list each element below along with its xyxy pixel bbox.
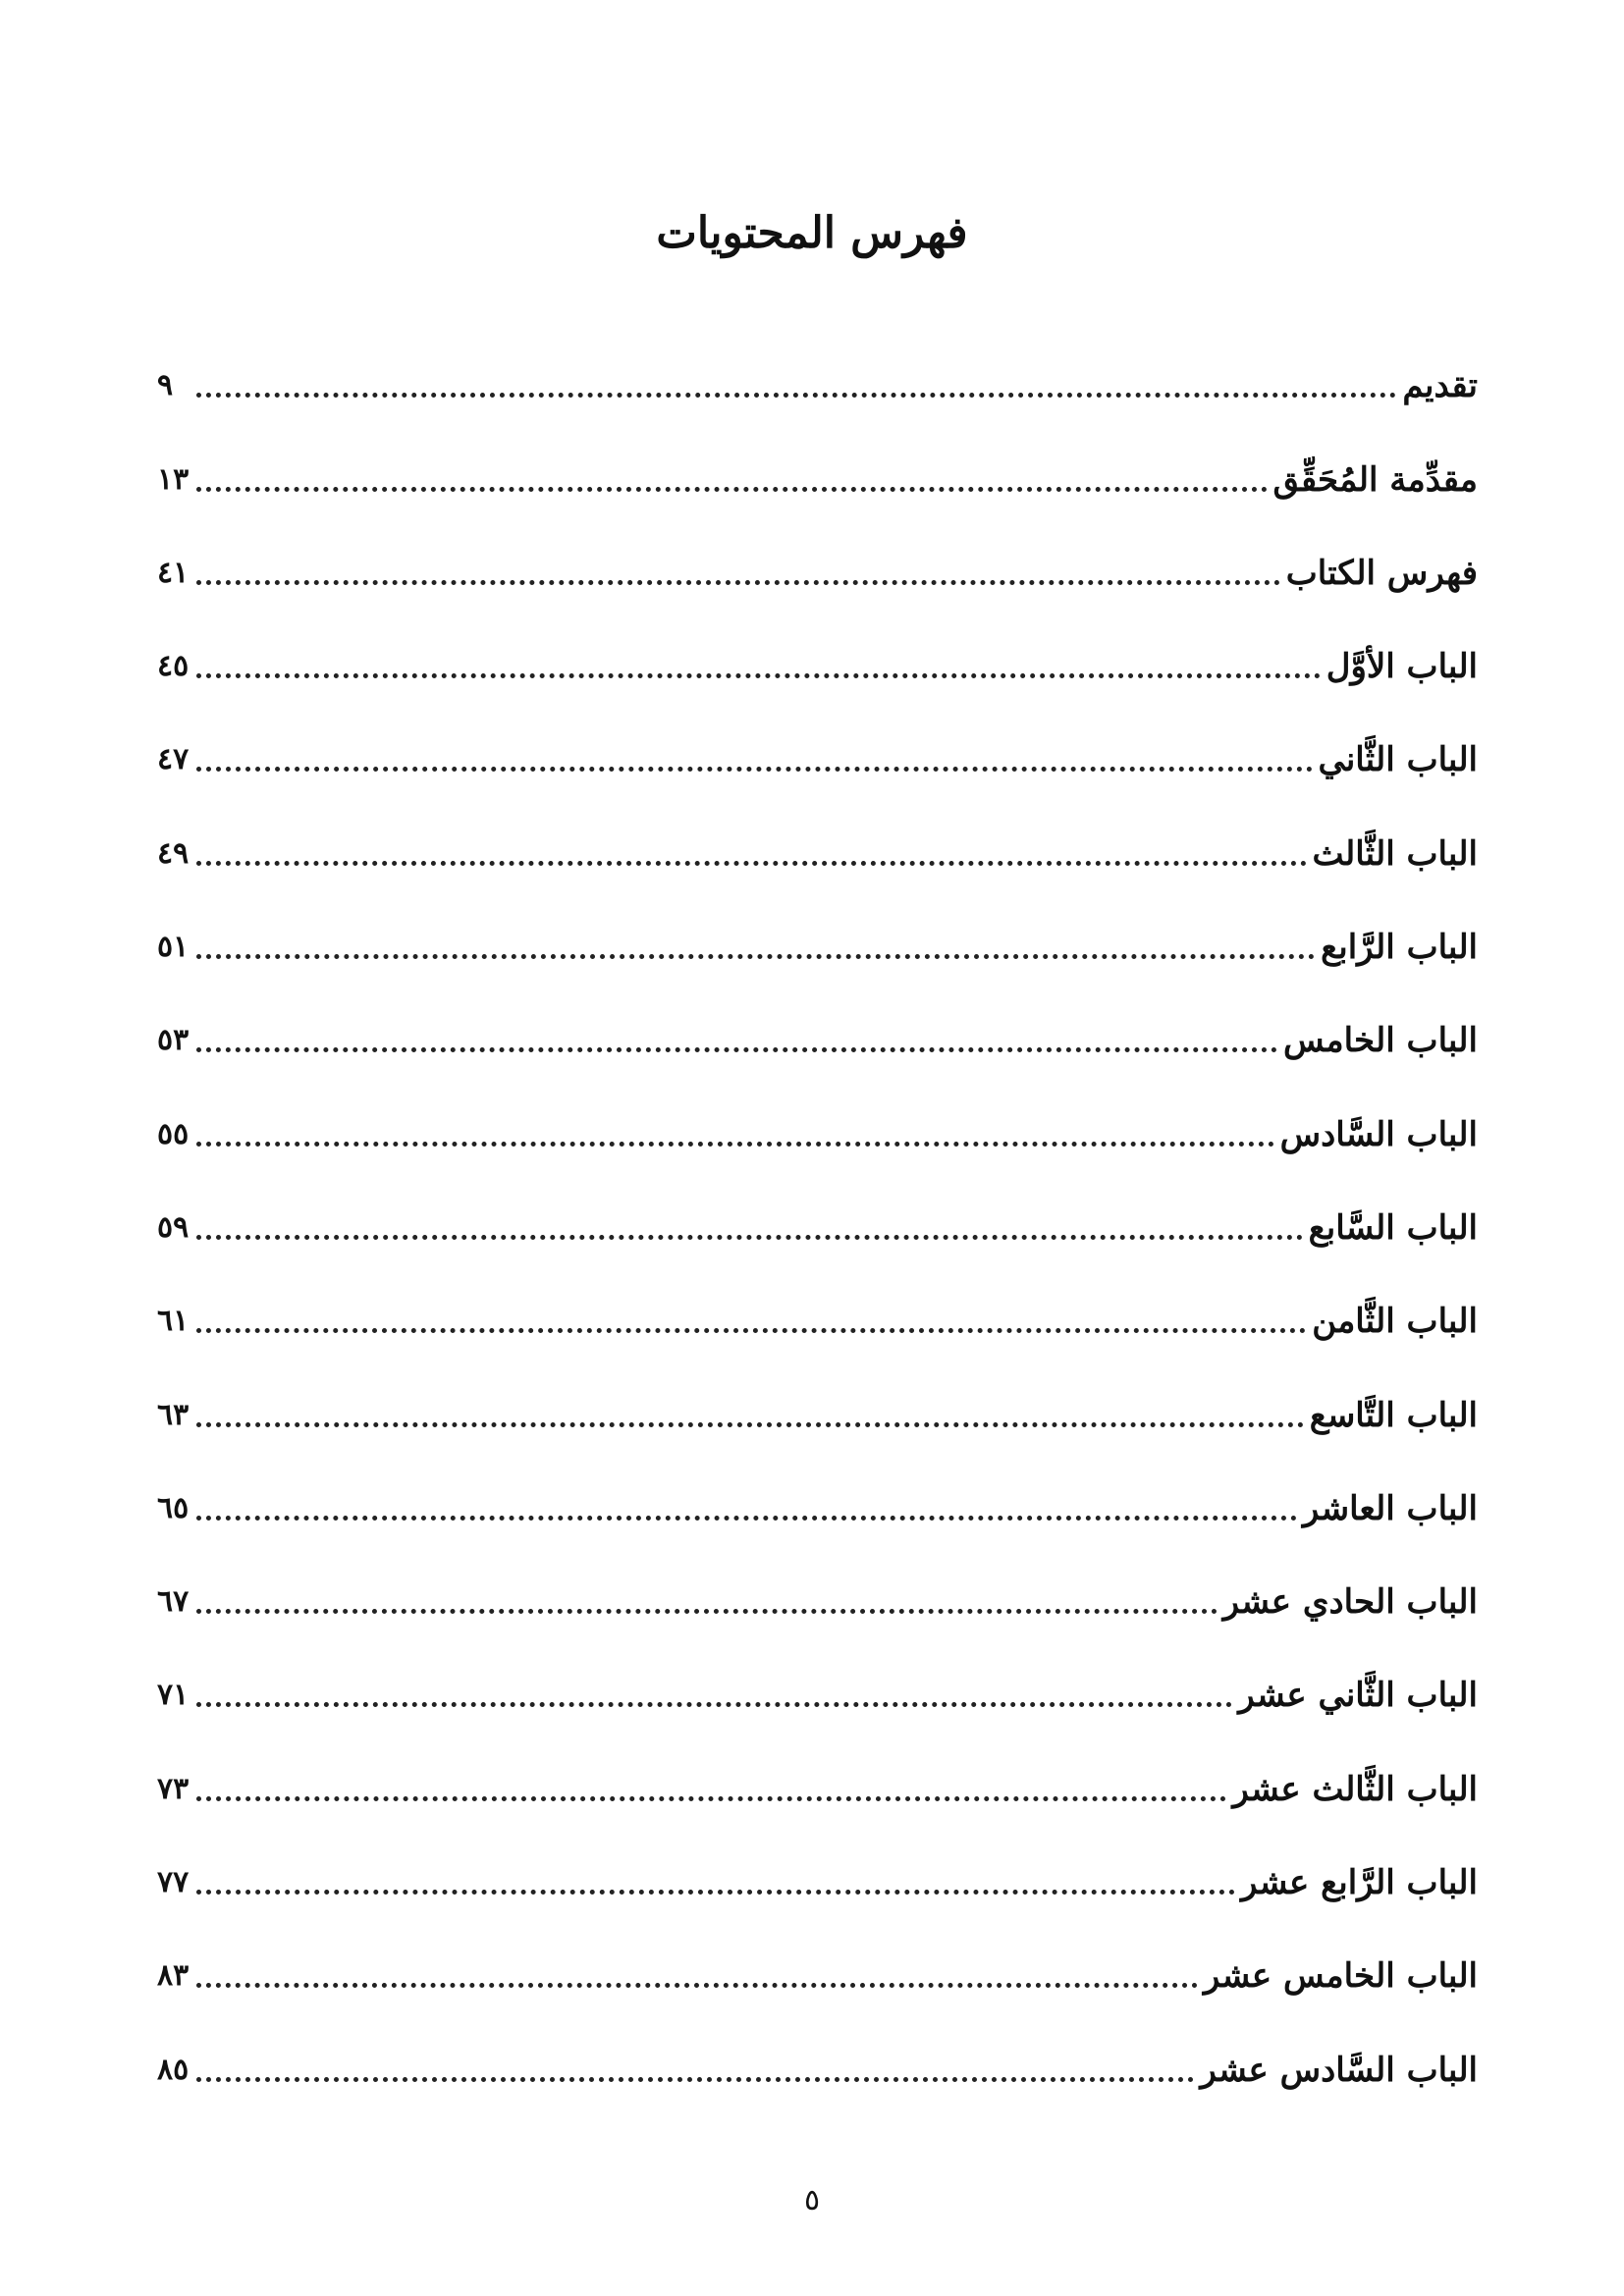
toc-entry-page-number: ٤٩	[157, 835, 189, 871]
toc-entry-page-number: ٧١	[157, 1678, 189, 1713]
toc-entry-title: مقدِّمة المُحَقِّق	[1272, 459, 1478, 500]
toc-entry-page-number: ٧٣	[157, 1771, 189, 1806]
toc-entry	[157, 614, 1478, 708]
toc-dot-leader	[196, 1047, 1277, 1052]
toc-entry-page-number: ٩	[157, 368, 174, 403]
toc-entry-title: الباب السَّادس عشر	[1200, 2050, 1478, 2090]
toc-entry-title: الباب الثَّاني عشر	[1238, 1676, 1478, 1716]
toc-entry	[157, 1362, 1478, 1456]
table-of-contents	[157, 334, 1478, 2111]
toc-entry-title: الباب العاشر	[1302, 1488, 1478, 1528]
toc-entry-page-number: ٥١	[157, 930, 189, 965]
toc-entry-title: فهرس الكتاب	[1285, 553, 1478, 593]
toc-entry-page-number: ٨٥	[157, 2052, 189, 2087]
toc-dot-leader	[196, 393, 1396, 398]
toc-dot-leader	[196, 1328, 1306, 1333]
page-title: فهرس المحتويات	[656, 208, 968, 258]
toc-entry	[157, 1269, 1478, 1362]
toc-dot-leader	[196, 580, 1280, 585]
toc-dot-leader	[196, 1702, 1232, 1707]
toc-entry-title: تقديم	[1402, 366, 1478, 406]
toc-entry-page-number: ٦٥	[157, 1490, 189, 1525]
toc-entry-title: الباب الرَّابع	[1321, 928, 1478, 968]
toc-entry	[157, 1924, 1478, 2017]
toc-entry-page-number: ٦٧	[157, 1584, 189, 1620]
toc-entry-page-number: ٨٣	[157, 1958, 189, 1994]
toc-entry	[157, 1550, 1478, 1643]
toc-entry-title: الباب التَّاسع	[1309, 1395, 1478, 1435]
toc-dot-leader	[196, 1516, 1297, 1521]
toc-entry	[157, 1176, 1478, 1269]
toc-dot-leader	[196, 487, 1268, 492]
toc-dot-leader	[196, 673, 1321, 678]
toc-entry-title: الباب الخامس	[1283, 1021, 1478, 1061]
toc-dot-leader	[196, 861, 1307, 866]
toc-entry	[157, 334, 1478, 427]
toc-entry-page-number: ٤١	[157, 555, 189, 590]
toc-entry-page-number: ٥٥	[157, 1116, 189, 1151]
toc-dot-leader	[196, 2077, 1194, 2082]
toc-entry-page-number: ٥٩	[157, 1209, 189, 1245]
toc-dot-leader	[196, 1983, 1198, 1988]
toc-entry	[157, 1457, 1478, 1550]
toc-entry	[157, 1831, 1478, 1924]
toc-dot-leader	[196, 767, 1313, 772]
toc-dot-leader	[196, 954, 1315, 959]
toc-entry-title: الباب السَّابع	[1308, 1207, 1478, 1248]
toc-entry	[157, 1643, 1478, 1736]
toc-entry-page-number: ٧٧	[157, 1865, 189, 1900]
toc-entry	[157, 988, 1478, 1082]
toc-entry	[157, 2017, 1478, 2110]
toc-entry-page-number: ٤٥	[157, 649, 189, 684]
toc-entry-title: الباب الثَّامن	[1312, 1302, 1478, 1342]
toc-dot-leader	[196, 1422, 1304, 1427]
toc-dot-leader	[196, 1235, 1303, 1240]
toc-entry-page-number: ٦١	[157, 1304, 189, 1339]
toc-entry-page-number: ١٣	[157, 461, 189, 497]
toc-entry	[157, 1736, 1478, 1830]
toc-entry-page-number: ٥٣	[157, 1023, 189, 1058]
toc-entry-title: الباب الثَّالث	[1312, 833, 1478, 874]
toc-dot-leader	[196, 1609, 1218, 1614]
toc-entry-title: الباب الثَّاني	[1318, 740, 1478, 780]
toc-entry	[157, 427, 1478, 520]
toc-entry-title: الباب الثَّالث عشر	[1232, 1769, 1478, 1809]
toc-entry	[157, 801, 1478, 894]
toc-dot-leader	[196, 1890, 1235, 1895]
toc-entry-title: الباب الحادي عشر	[1222, 1582, 1478, 1623]
toc-entry-title: الباب الخامس عشر	[1203, 1956, 1478, 1997]
toc-entry-title: الباب الرَّابع عشر	[1240, 1863, 1478, 1903]
toc-entry-page-number: ٤٧	[157, 742, 189, 777]
toc-entry	[157, 1082, 1478, 1175]
toc-dot-leader	[196, 1796, 1226, 1801]
toc-dot-leader	[196, 1142, 1274, 1147]
page-number: ٥	[803, 2183, 821, 2217]
toc-entry-title: الباب السَّادس	[1279, 1114, 1478, 1154]
toc-entry	[157, 895, 1478, 988]
toc-entry-title: الباب الأوَّل	[1326, 647, 1478, 687]
toc-entry	[157, 521, 1478, 614]
toc-entry	[157, 708, 1478, 801]
toc-entry-page-number: ٦٣	[157, 1397, 189, 1432]
